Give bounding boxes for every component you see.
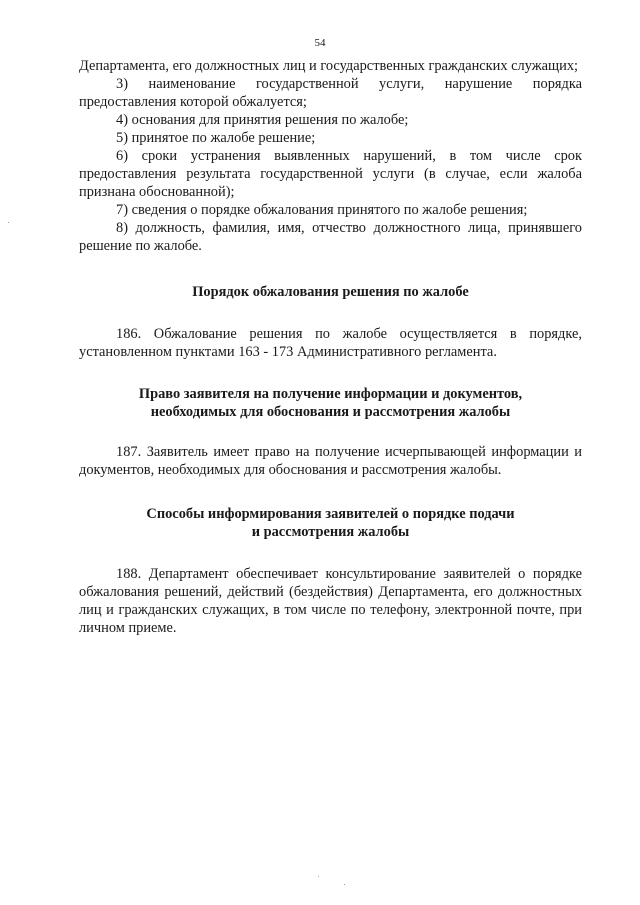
section-heading-line: и рассмотрения жалобы	[251, 524, 410, 540]
section-heading	[79, 283, 582, 301]
section-paragraph: 187. Заявитель имеет право на получение исчерпывающей информации и документов, необходимых для обоснования и рассмотрения жалобы.	[79, 444, 582, 478]
section-heading-line: Порядок обжалования решения по жалобе	[192, 284, 469, 300]
list-item: 6) сроки устранения выявленных нарушений, в том числе срок предоставления результата государственной услуги (в случае, если жалоба признана обоснованной);	[79, 148, 582, 200]
section-paragraph: 186. Обжалование решения по жалобе осуществляется в порядке, установленном пунктами 163 - 173 Административного регламента.	[79, 326, 582, 360]
section-heading-line: Способы информирования заявителей о порядке подачи	[146, 506, 515, 522]
list-item: 5) принятое по жалобе решение;	[116, 130, 316, 146]
list-item: 8) должность, фамилия, имя, отчество должностного лица, принявшего решение по жалобе.	[79, 220, 582, 254]
list-lead-text: Департамента, его должностных лиц и государственных гражданских служащих;	[79, 58, 579, 74]
section-heading	[79, 505, 582, 541]
section-heading-line: Право заявителя на получение информации и документов,	[138, 386, 523, 402]
list-item: 4) основания для принятия решения по жалобе;	[116, 112, 409, 128]
list-item: 3) наименование государственной услуги, нарушение порядка предоставления которой обжалуется;	[79, 76, 582, 110]
scan-speck	[8, 222, 9, 223]
section-heading	[79, 385, 582, 421]
section-heading-line: необходимых для обоснования и рассмотрения жалобы	[150, 404, 511, 420]
scan-speck	[344, 884, 345, 885]
section-paragraph: 188. Департамент обеспечивает консультирование заявителей о порядке обжалования решений, действий (бездействия) Департамента, его должностных лиц и гражданских служащих, в том числе по телефону, электронной почте, при личном приеме.	[79, 566, 582, 636]
list-item: 7) сведения о порядке обжалования принятого по жалобе решения;	[116, 202, 528, 218]
page-number: 54	[314, 37, 326, 49]
scan-speck	[318, 876, 319, 877]
document-body	[79, 57, 582, 637]
